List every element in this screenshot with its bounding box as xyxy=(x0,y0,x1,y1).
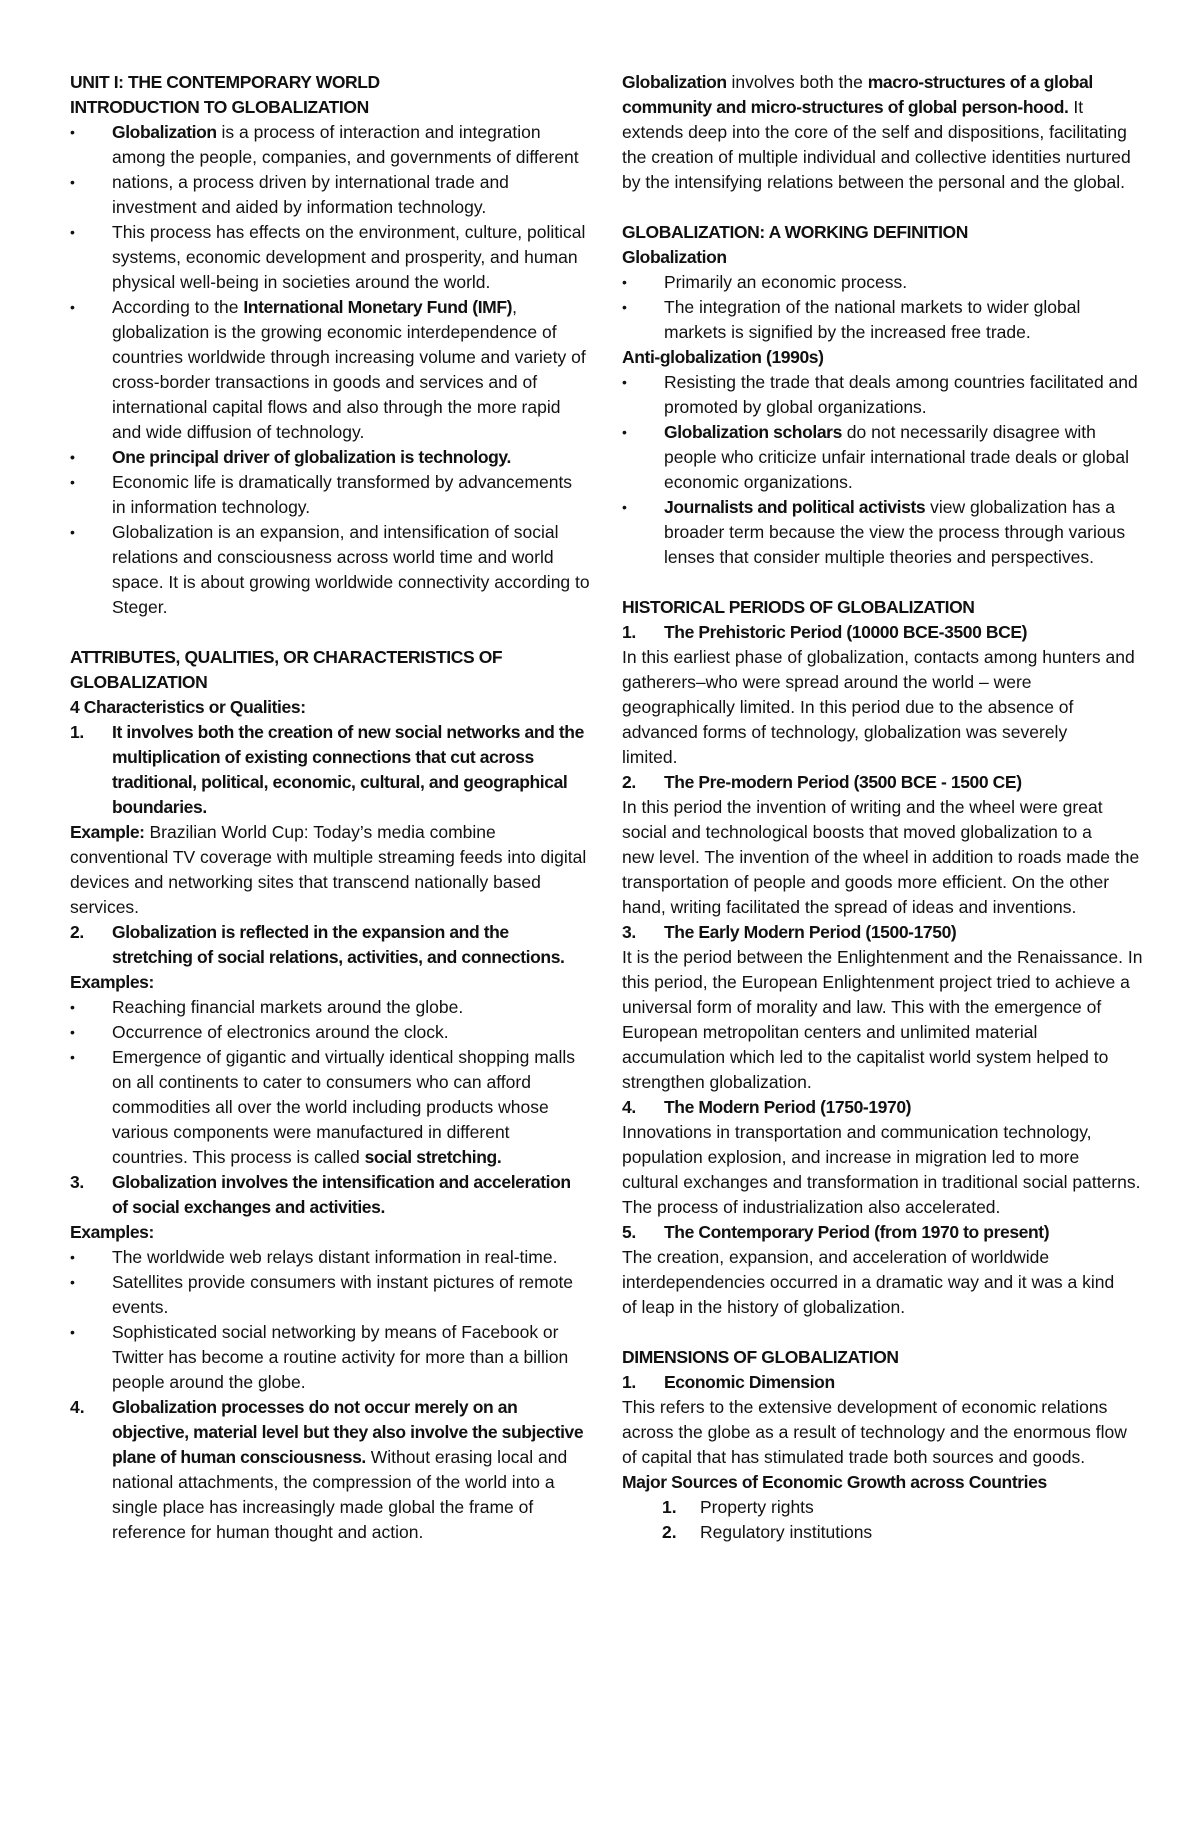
period-4-text-tail: cultural exchanges and transformation in traditional social patterns. The process of industrialization also accelerated. xyxy=(622,1172,1141,1217)
characteristic-3-example-3: • Sophisticated social networking by means of Facebook or Twitter has become a routine activity for more than a billion people around the globe. xyxy=(70,1320,590,1395)
intro-bullet-5: • One principal driver of globalization is technology. xyxy=(70,445,590,470)
attributes-title: ATTRIBUTES, QUALITIES, OR CHARACTERISTICS OF GLOBALIZATION xyxy=(70,647,503,692)
period-1-title: 1. The Prehistoric Period (10000 BCE-3500 BCE) xyxy=(622,622,1028,642)
period-3-text: It is the period between the Enlightenment and the Renaissance. In this period, the European Enlightenment project tried to achieve a universal form of morality and law. This with the emergence of European metropolitan centers and unlimited material accumulation which led to the capitalist world system helped to strengthen globalization. xyxy=(622,947,1143,1092)
growth-source-1: 1. Property rights xyxy=(662,1497,814,1517)
period-1-text: In this earliest phase of globalization, contacts among hunters and gatherers–who were spread around the world – were geographically limited. In this period due to the absence of advanced forms of technology, globalization was severely xyxy=(622,647,1135,742)
right-column xyxy=(622,70,1144,1545)
definition-bullet-1: • Primarily an economic process. xyxy=(622,270,1144,295)
dimension-1-title: 1. Economic Dimension xyxy=(622,1372,835,1392)
characteristic-3-examples-label: Examples: xyxy=(70,1222,154,1242)
intro-title: INTRODUCTION TO GLOBALIZATION xyxy=(70,97,369,117)
characteristic-2: 2. Globalization is reflected in the expansion and the stretching of social relations, activities, and connections. xyxy=(70,922,565,967)
intro-bullet-2: • nations, a process driven by international trade and investment and aided by information technology. xyxy=(70,170,590,220)
characteristic-2-example-3: • Emergence of gigantic and virtually identical shopping malls on all continents to cater to consumers who can afford commodities all over the world including products whose various components were manufactured in different countries. This process is called social stretching. xyxy=(70,1045,590,1170)
period-5-text-tail: of leap in the history of globalization. xyxy=(622,1297,906,1317)
attributes-subtitle: 4 Characteristics or Qualities: xyxy=(70,697,306,717)
period-5-text: The creation, expansion, and acceleration of worldwide interdependencies occurred in a dramatic way and it was a kind xyxy=(622,1247,1115,1292)
period-1-text-tail: limited. xyxy=(622,747,678,767)
working-definition-title: GLOBALIZATION: A WORKING DEFINITION xyxy=(622,222,969,242)
unit-title: UNIT I: THE CONTEMPORARY WORLD xyxy=(70,72,380,92)
characteristic-1-example: Example: Brazilian World Cup: Today’s media combine conventional TV coverage with multiple streaming feeds into digital devices and networking sites that transcend nationally based services. xyxy=(70,822,587,917)
macro-micro-paragraph: Globalization involves both the macro-structures of a global community and micro-structures of global person-hood. It extends deep into the core of the self and dispositions, facilitating the creation of multiple individual and collective identities nurtured by the intensifying relations between the personal and the global. xyxy=(622,72,1131,192)
anti-bullet-2: • Globalization scholars do not necessarily disagree with people who criticize unfair international trade deals or global economic organizations. xyxy=(622,420,1144,495)
period-2-text-tail: new level. The invention of the wheel in addition to roads made the transportation of people and goods more efficient. On the other hand, writing facilitated the spread of ideas and inventions. xyxy=(622,847,1140,917)
period-2-text: In this period the invention of writing and the wheel were great social and technological boosts that moved globalization to a xyxy=(622,797,1103,842)
intro-bullet-7: • Globalization is an expansion, and intensification of social relations and consciousness across world time and world space. It is about growing worldwide connectivity according to Steger. xyxy=(70,520,590,620)
anti-bullet-1: • Resisting the trade that deals among countries facilitated and promoted by global organizations. xyxy=(622,370,1144,420)
period-4-title: 4. The Modern Period (1750-1970) xyxy=(622,1097,912,1117)
characteristic-2-example-2: • Occurrence of electronics around the clock. xyxy=(70,1020,590,1045)
growth-source-2: 2. Regulatory institutions xyxy=(662,1522,873,1542)
characteristic-3-example-1: • The worldwide web relays distant information in real-time. xyxy=(70,1245,590,1270)
definition-bullet-2: • The integration of the national markets to wider global markets is signified by the increased free trade. xyxy=(622,295,1144,345)
characteristic-2-example-1: • Reaching financial markets around the globe. xyxy=(70,995,590,1020)
period-4-text: Innovations in transportation and communication technology, population explosion, and increase in migration led to more xyxy=(622,1122,1092,1167)
intro-bullet-4: • According to the International Monetary Fund (IMF), globalization is the growing economic interdependence of countries worldwide through increasing volume and variety of cross-border transactions in goods and services and of international capital flows and also through the more rapid and wide diffusion of technology. xyxy=(70,295,590,445)
anti-bullet-3: • Journalists and political activists view globalization has a broader term because the view the process through various lenses that consider multiple theories and perspectives. xyxy=(622,495,1144,570)
growth-sources-title: Major Sources of Economic Growth across Countries xyxy=(622,1472,1047,1492)
period-2-title: 2. The Pre-modern Period (3500 BCE - 1500 CE) xyxy=(622,772,1022,792)
anti-globalization-title: Anti-globalization (1990s) xyxy=(622,347,824,367)
period-3-title: 3. The Early Modern Period (1500-1750) xyxy=(622,922,957,942)
intro-bullet-1: • Globalization is a process of interaction and integration among the people, companies, and governments of different xyxy=(70,120,590,170)
characteristic-2-examples-label: Examples: xyxy=(70,972,154,992)
working-definition-subtitle: Globalization xyxy=(622,247,727,267)
dimensions-title: DIMENSIONS OF GLOBALIZATION xyxy=(622,1347,899,1367)
characteristic-3-example-2: • Satellites provide consumers with instant pictures of remote events. xyxy=(70,1270,590,1320)
dimension-1-text: This refers to the extensive development of economic relations across the globe as a result of technology and the enormous flow of capital that has stimulated trade both sources and goods. xyxy=(622,1397,1127,1467)
period-5-title: 5. The Contemporary Period (from 1970 to present) xyxy=(622,1222,1050,1242)
characteristic-3: 3. Globalization involves the intensification and acceleration of social exchanges and activities. xyxy=(70,1172,571,1217)
characteristic-4: 4. Globalization processes do not occur merely on an objective, material level but they also involve the subjective plane of human consciousness. Without erasing local and national attachments, the compression of the world into a single place has increasingly made global the frame of reference for human thought and action. xyxy=(70,1397,584,1542)
left-column xyxy=(70,70,590,1545)
intro-bullet-6: • Economic life is dramatically transformed by advancements in information technology. xyxy=(70,470,590,520)
intro-bullet-3: • This process has effects on the environment, culture, political systems, economic development and prosperity, and human physical well-being in societies around the world. xyxy=(70,220,590,295)
characteristic-1: 1. It involves both the creation of new social networks and the multiplication of existing connections that cut across traditional, political, economic, cultural, and geographical boundaries. xyxy=(70,722,584,817)
historical-periods-title: HISTORICAL PERIODS OF GLOBALIZATION xyxy=(622,597,975,617)
